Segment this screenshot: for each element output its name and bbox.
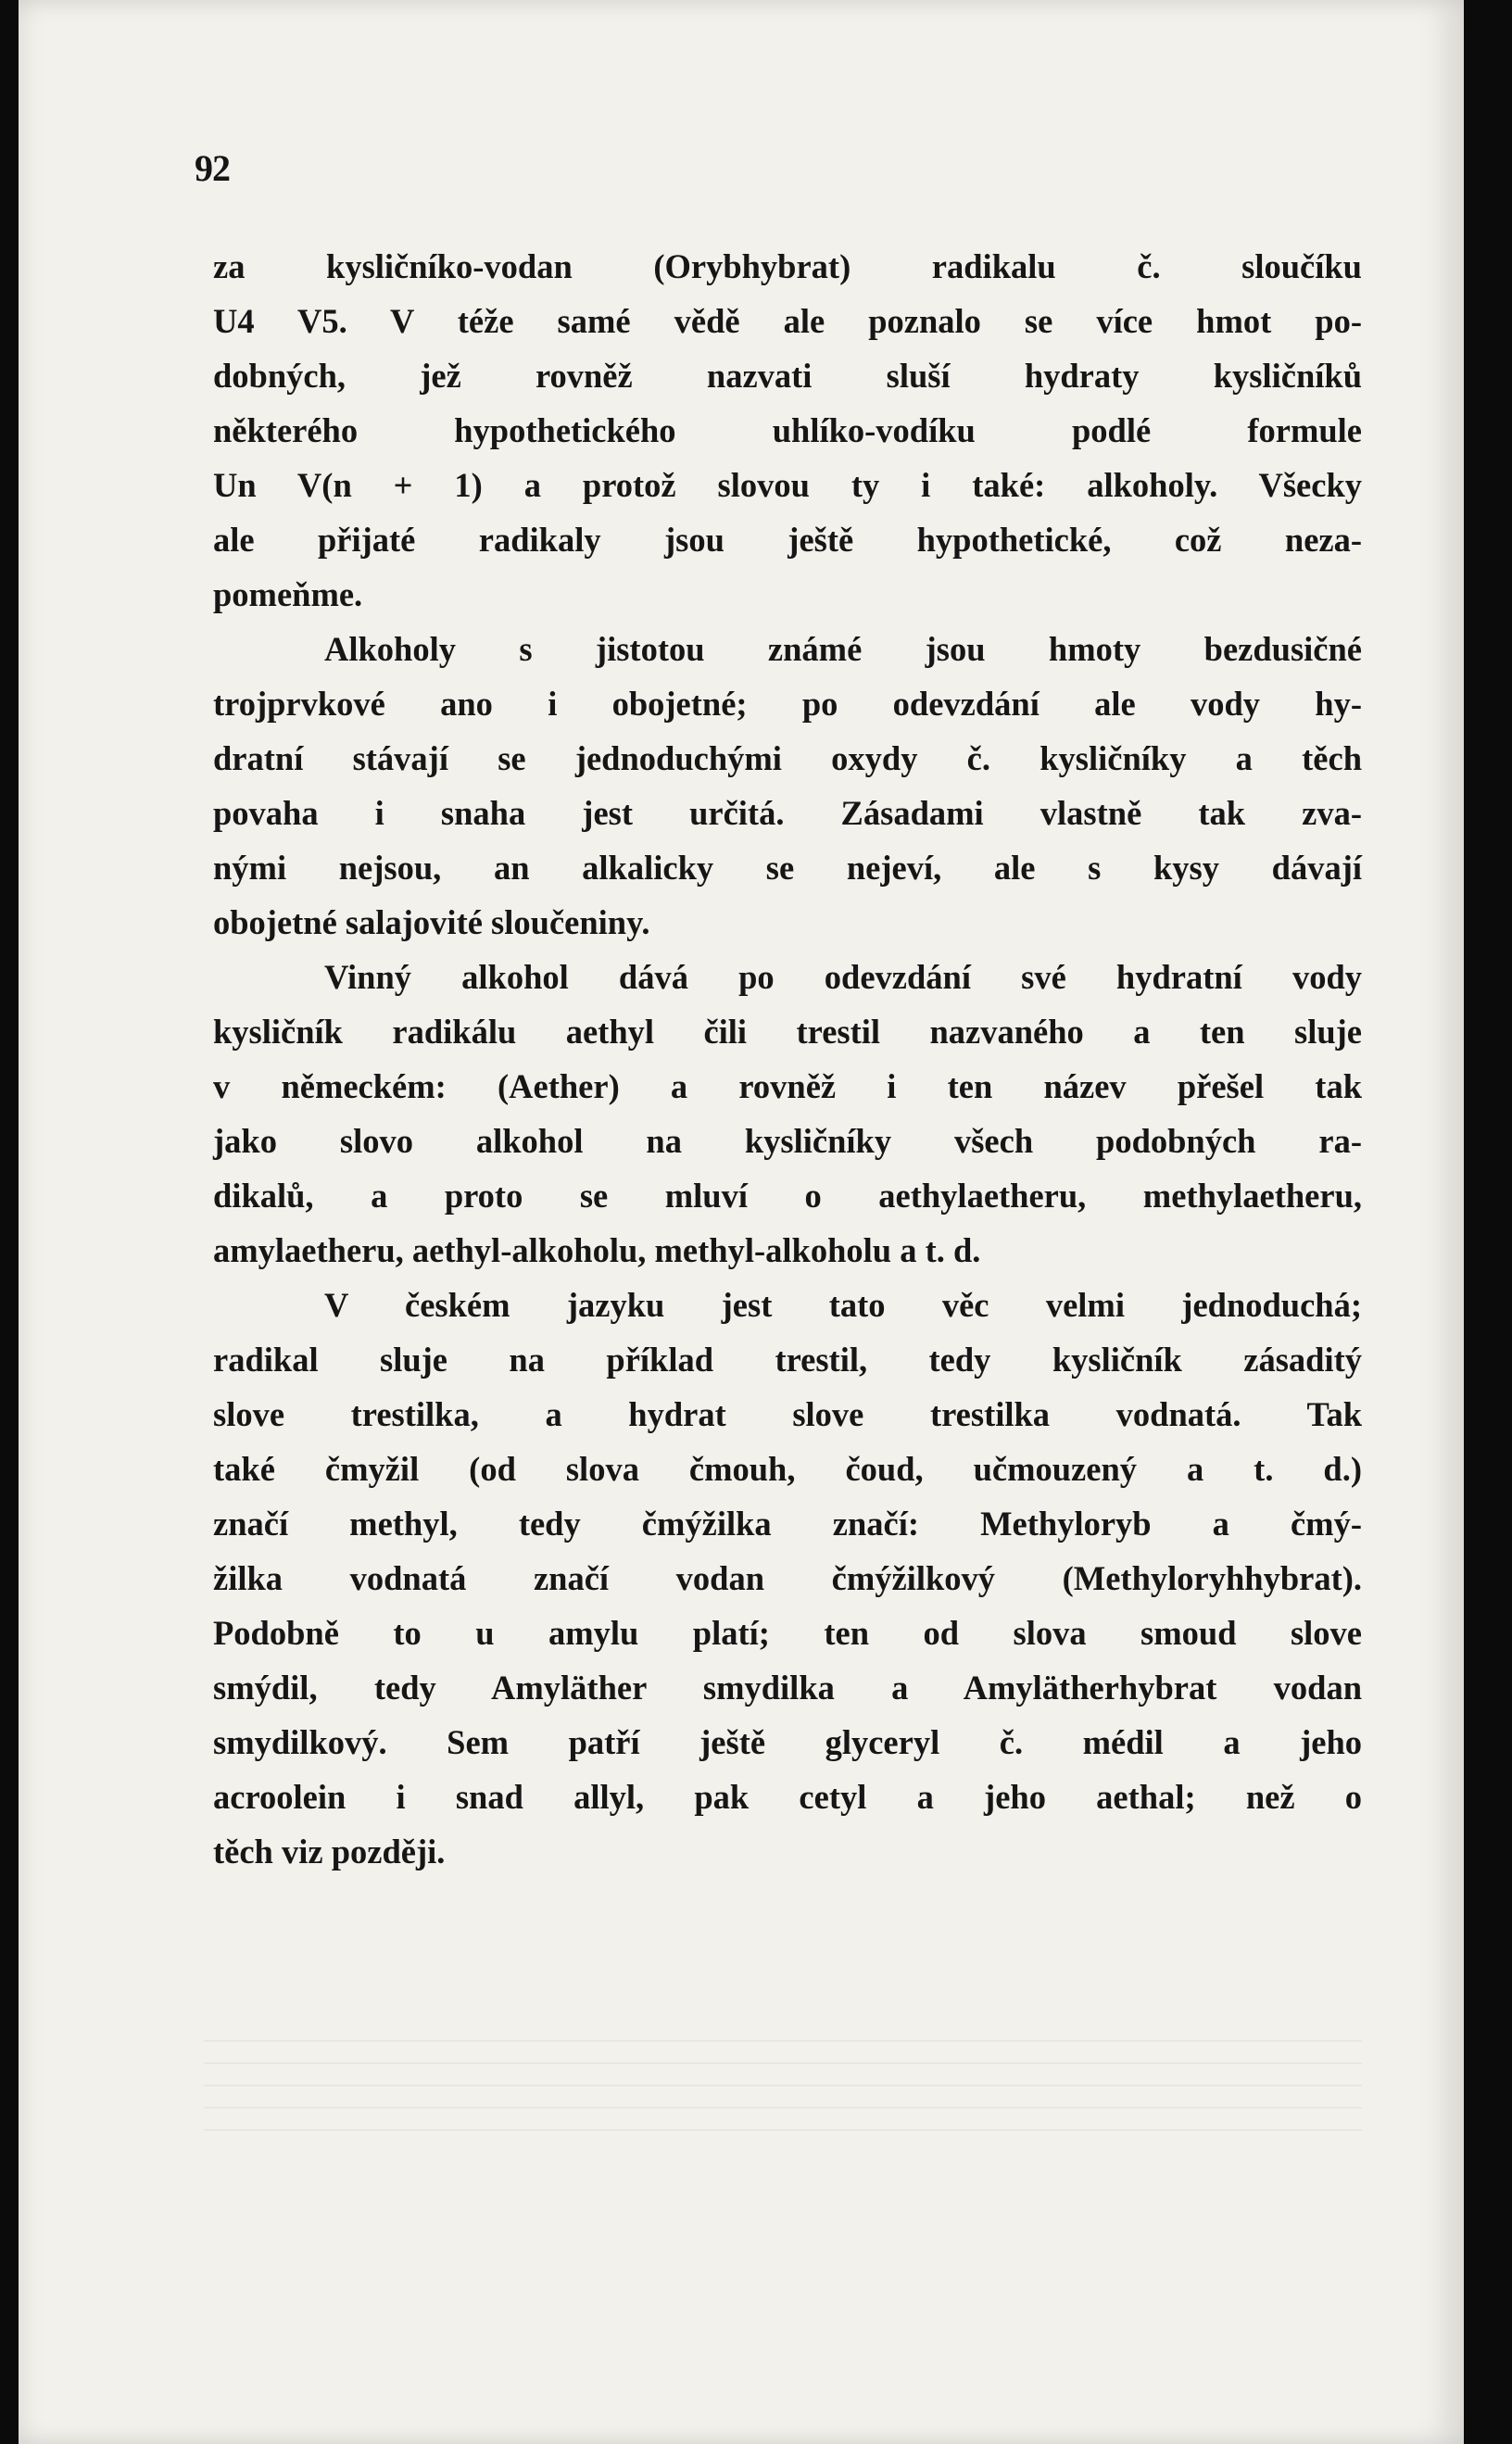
paragraph [213, 950, 1362, 1278]
text-line: obojetné salajovité sloučeniny. [213, 903, 650, 941]
text-line: Vinný alkohol dává po odevzdání své hydratní vody [324, 958, 1362, 996]
text-line: U4 V5. V téže samé vědě ale poznalo se více hmot po- [213, 302, 1362, 340]
page-number: 92 [195, 147, 230, 189]
text-line: Un V(n + 1) a protož slovou ty i také: alkoholy. Všecky [213, 466, 1362, 504]
text-line: V českém jazyku jest tato věc velmi jednoduchá; [324, 1286, 1362, 1324]
text-line: jako slovo alkohol na kysličníky všech podobných ra- [213, 1122, 1362, 1160]
text-line: Podobně to u amylu platí; ten od slova smoud slove [213, 1614, 1362, 1652]
bleed-through-texture [204, 2020, 1362, 2131]
text-line: ale přijaté radikaly jsou ještě hypothetické, což neza- [213, 521, 1362, 559]
text-line: pomeňme. [213, 575, 363, 613]
text-line: za kysličníko-vodan (Orybhybrat) radikalu č. sloučíku [213, 247, 1362, 285]
text-line: dratní stávají se jednoduchými oxydy č. kysličníky a těch [213, 739, 1362, 777]
text-line: povaha i snaha jest určitá. Zásadami vlastně tak zva- [213, 794, 1362, 832]
text-line: amylaetheru, aethyl-alkoholu, methyl-alkoholu a t. d. [213, 1231, 981, 1269]
text-line: radikal sluje na příklad trestil, tedy kysličník zásaditý [213, 1341, 1362, 1379]
text-line: Alkoholy s jistotou známé jsou hmoty bezdusičné [324, 630, 1362, 668]
text-line: žilka vodnatá značí vodan čmýžilkový (Methyloryhhybrat). [213, 1559, 1362, 1597]
text-line: kysličník radikálu aethyl čili trestil nazvaného a ten sluje [213, 1013, 1362, 1051]
text-line: acroolein i snad allyl, pak cetyl a jeho aethal; než o [213, 1778, 1362, 1816]
text-line: dikalů, a proto se mluví o aethylaetheru, methylaetheru, [213, 1177, 1362, 1215]
body-text [213, 239, 1362, 1879]
text-line: smýdil, tedy Amyläther smydilka a Amylätherhybrat vodan [213, 1669, 1362, 1707]
text-line: trojprvkové ano i obojetné; po odevzdání ale vody hy- [213, 685, 1362, 723]
paragraph [213, 1278, 1362, 1879]
text-line: dobných, jež rovněž nazvati sluší hydraty kysličníků [213, 357, 1362, 395]
book-page [19, 0, 1464, 2444]
text-line: těch viz později. [213, 1833, 446, 1871]
text-line: smydilkový. Sem patří ještě glyceryl č. médil a jeho [213, 1723, 1362, 1761]
text-line: některého hypothetického uhlíko-vodíku podlé formule [213, 411, 1362, 449]
text-line: v německém: (Aether) a rovněž i ten název přešel tak [213, 1067, 1362, 1105]
paragraph [213, 239, 1362, 622]
text-line: značí methyl, tedy čmýžilka značí: Methyloryb a čmý- [213, 1505, 1362, 1543]
paragraph [213, 622, 1362, 950]
text-line: nými nejsou, an alkalicky se nejeví, ale s kysy dávají [213, 849, 1362, 887]
text-line: také čmyžil (od slova čmouh, čoud, učmouzený a t. d.) [213, 1450, 1362, 1488]
text-line: slove trestilka, a hydrat slove trestilka vodnatá. Tak [213, 1395, 1362, 1433]
